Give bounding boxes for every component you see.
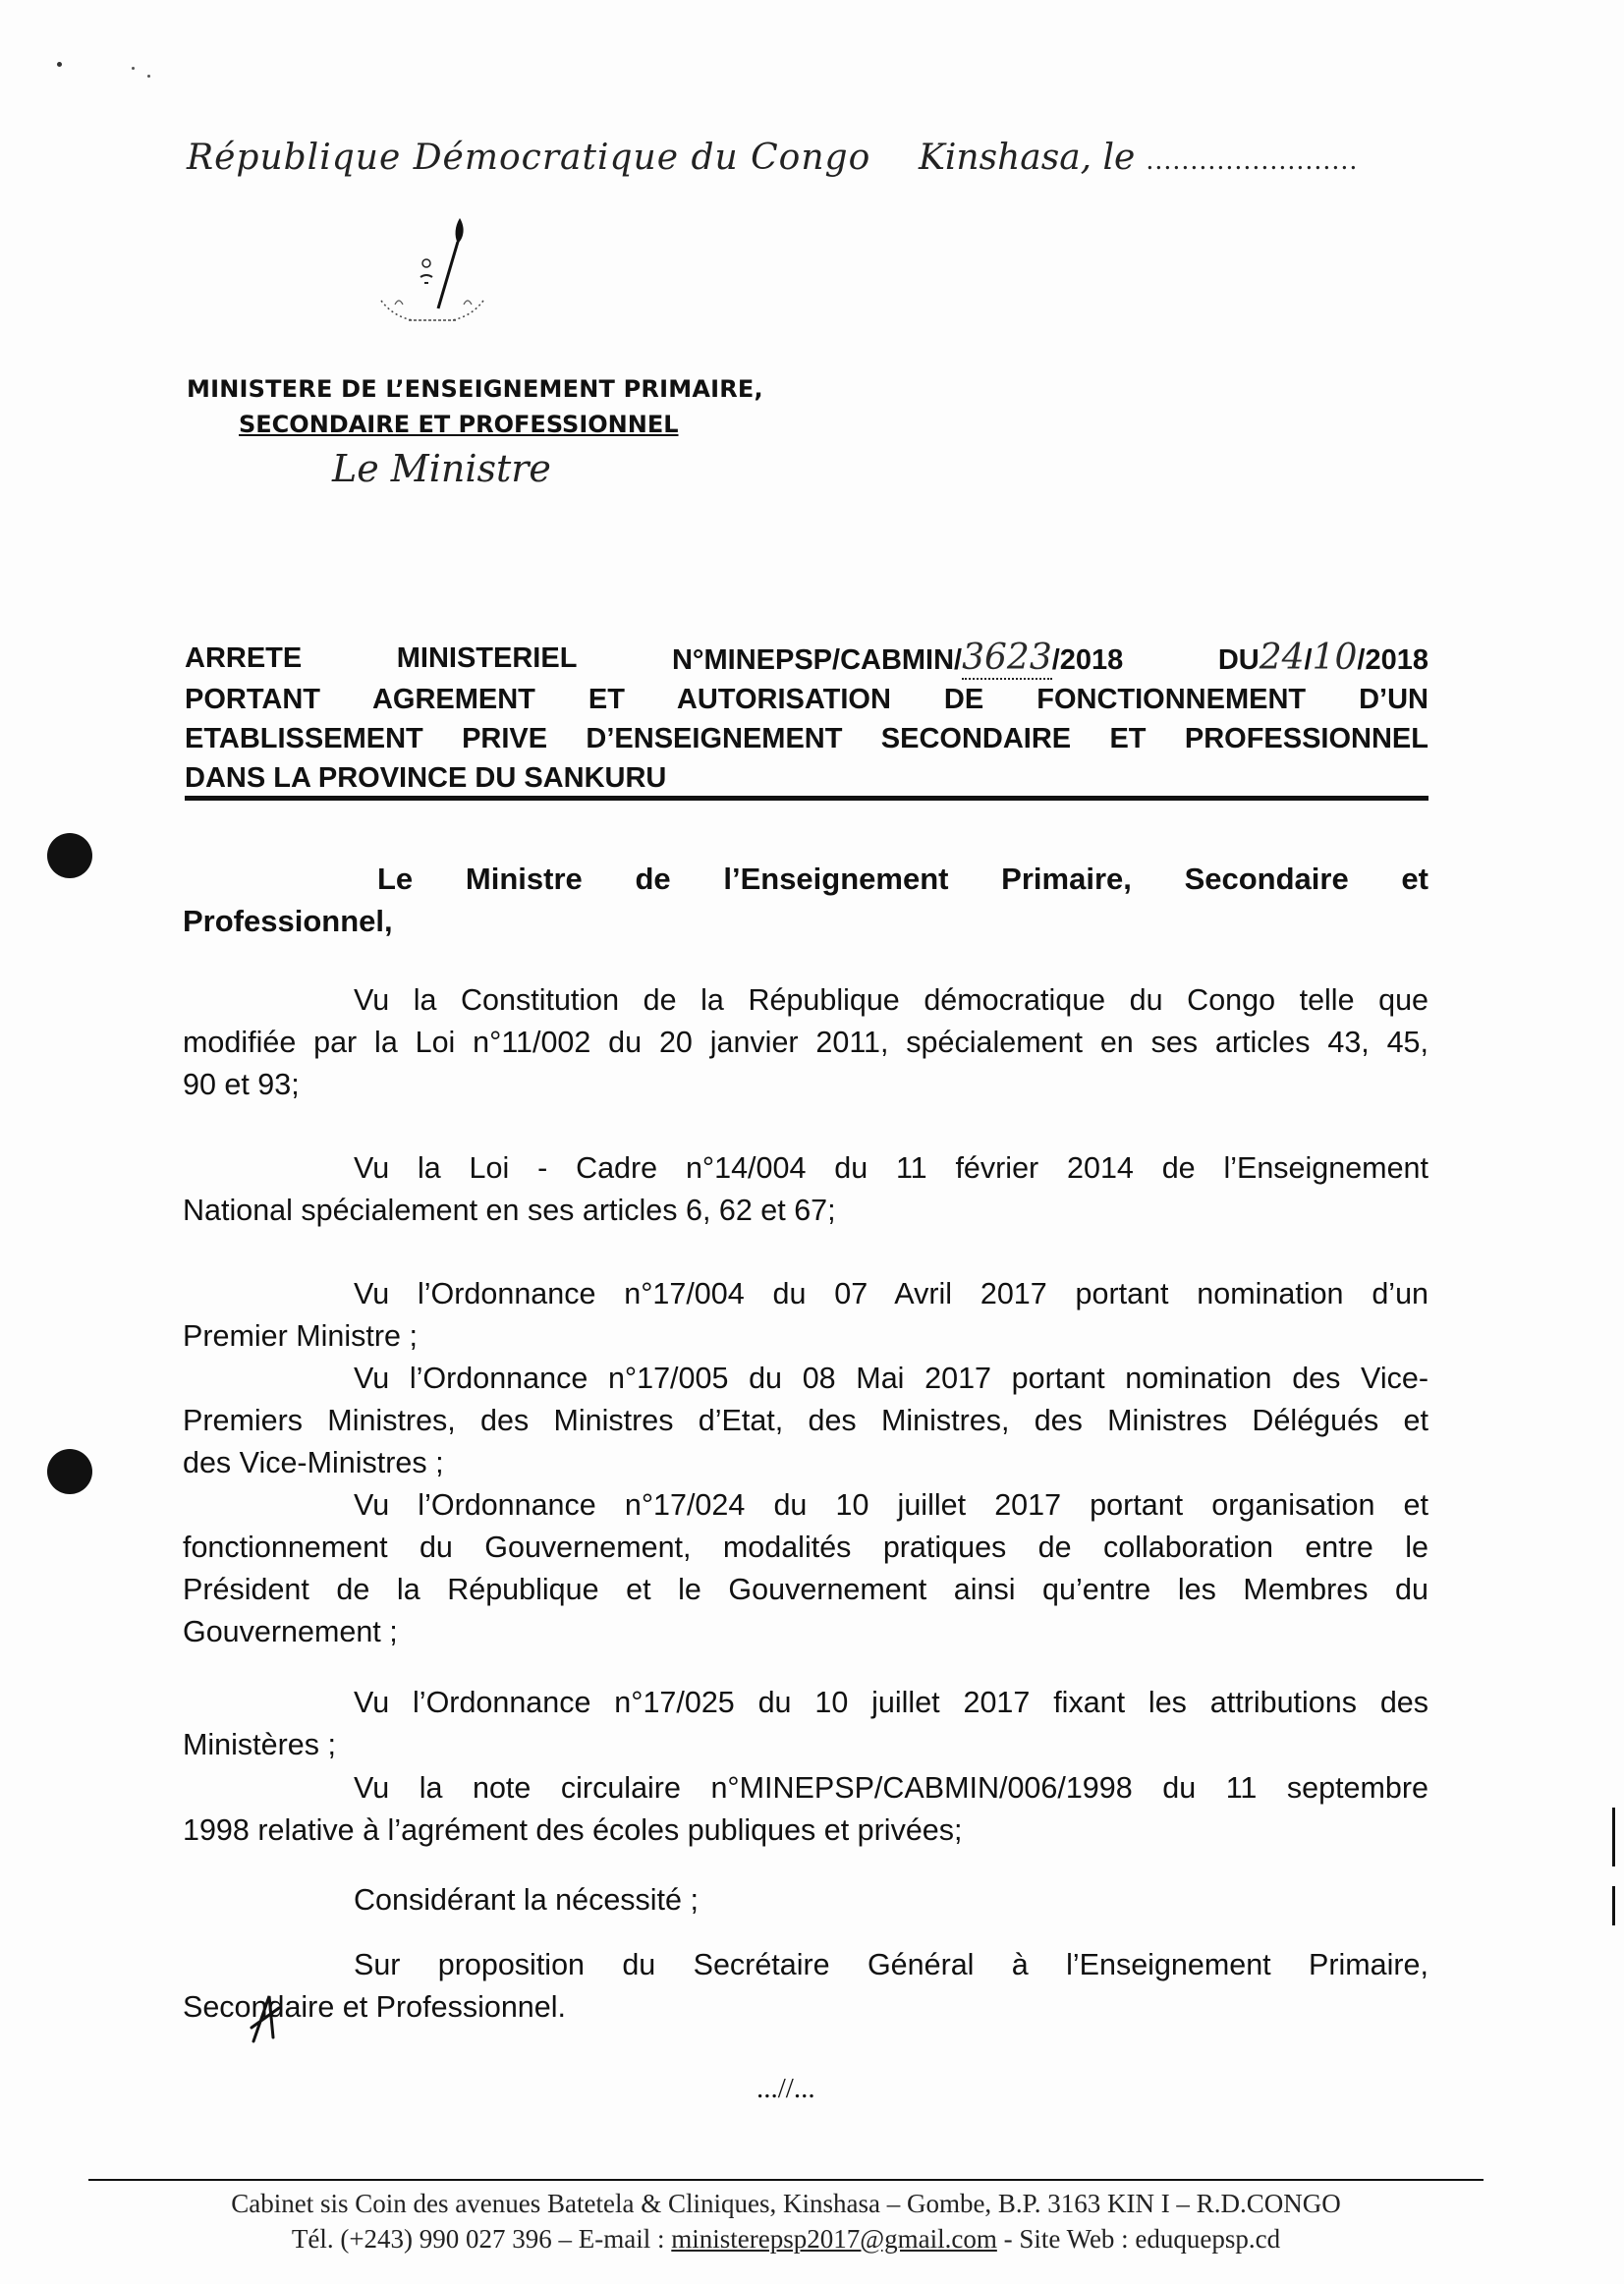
decree-reference <box>672 639 1123 680</box>
vu1-line3: 90 et 93; <box>183 1068 300 1101</box>
place-date-label: Kinshasa, le <box>919 138 1136 178</box>
decree-ref-year: /2018 <box>1051 644 1124 676</box>
vu2-line1: Vu la Loi - Cadre n°14/004 du 11 février 2014 de l’Enseignement <box>354 1151 1428 1185</box>
sur-line2: Secondaire et Professionnel. <box>183 1990 566 2024</box>
punch-hole-top <box>47 833 92 878</box>
decree-word-arrete: ARRETE <box>185 642 303 674</box>
vu-ordonnance-attributions <box>183 1682 1428 1766</box>
footer-contact <box>88 2224 1484 2255</box>
preamble-intro <box>183 858 1428 942</box>
scan-speck <box>147 75 150 78</box>
date-dots: ........................ <box>1146 145 1359 176</box>
scan-edge-line <box>1612 1808 1615 1866</box>
place-date <box>919 138 1359 178</box>
vu1-line2: modifiée par la Loi n°11/002 du 20 janvier 2011, spécialement en ses articles 43, 45, <box>183 1026 1428 1059</box>
vu2-line2: National spécialement en ses articles 6, 62 et 67; <box>183 1194 836 1227</box>
vu6-line1: Vu l’Ordonnance n°17/025 du 10 juillet 2017 fixant les attributions des <box>354 1686 1428 1719</box>
handwritten-initial-mark <box>246 1988 295 2047</box>
continuation-mark: ...//... <box>756 2073 815 2104</box>
vu-ordonnance-premier-ministre <box>183 1273 1428 1358</box>
vu7-line1: Vu la note circulaire n°MINEPSP/CABMIN/006/1998 du 11 septembre <box>354 1771 1428 1805</box>
minister-title: Le Ministre <box>332 447 551 490</box>
initial-scribble-icon <box>246 1988 295 2047</box>
vu5-line3: Président de la République et le Gouvernement ainsi qu’entre les Membres du <box>183 1573 1428 1606</box>
footer-address: Cabinet sis Coin des avenues Batetela & Cliniques, Kinshasa – Gombe, B.P. 3163 KIN I – R.D.CONGO <box>231 2189 1341 2218</box>
vu-loi-cadre <box>183 1147 1428 1232</box>
decree-title-line2: PORTANT AGREMENT ET AUTORISATION DE FONCTIONNEMENT D’UN <box>185 684 1428 715</box>
decree-title-line1 <box>185 639 1428 680</box>
decree-ref-number: 3623 <box>962 638 1052 678</box>
decree-du: DU <box>1217 644 1260 676</box>
decree-month: 10 <box>1312 638 1358 678</box>
intro-line2: Professionnel, <box>183 904 393 938</box>
vu3-line2: Premier Ministre ; <box>183 1319 418 1353</box>
decree-date: DU24/10/2018 <box>1217 638 1428 678</box>
title-underline-rule <box>185 796 1428 801</box>
scan-speck <box>57 62 62 67</box>
ministry-name-line1: MINISTERE DE L’ENSEIGNEMENT PRIMAIRE, <box>187 375 763 403</box>
vu-constitution <box>183 979 1428 1106</box>
vu-note-circulaire <box>183 1767 1428 1852</box>
footer-tel: Tél. (+243) 990 027 396 – E-mail : <box>291 2224 672 2254</box>
decree-title-line3: ETABLISSEMENT PRIVE D’ENSEIGNEMENT SECONDAIRE ET PROFESSIONNEL <box>185 723 1428 754</box>
decree-word-ministeriel: MINISTERIEL <box>396 642 578 674</box>
decree-year: /2018 <box>1357 644 1428 676</box>
decree-day: 24 <box>1259 638 1305 678</box>
decree-title-line4: DANS LA PROVINCE DU SANKURU <box>185 762 667 794</box>
republic-heading: République Démocratique du Congo <box>187 138 871 178</box>
ministry-name-line2: SECONDAIRE ET PROFESSIONNEL <box>239 411 679 438</box>
punch-hole-bottom <box>47 1449 92 1494</box>
footer-site: - Site Web : eduquepsp.cd <box>996 2224 1281 2254</box>
vu5-line1: Vu l’Ordonnance n°17/024 du 10 juillet 2017 portant organisation et <box>354 1488 1428 1522</box>
footer-email-link[interactable]: ministerepsp2017@gmail.com <box>671 2224 997 2254</box>
vu-ordonnance-ministres <box>183 1358 1428 1484</box>
vu4-line1: Vu l’Ordonnance n°17/005 du 08 Mai 2017 portant nomination des Vice- <box>354 1362 1428 1395</box>
decree-ref-prefix: N°MINEPSP/CABMIN/ <box>671 644 963 676</box>
considerant-line: Considérant la nécessité ; <box>354 1883 699 1917</box>
footer-rule <box>88 2179 1484 2181</box>
sur-line1: Sur proposition du Secrétaire Général à l’Enseignement Primaire, <box>354 1948 1428 1981</box>
coat-of-arms-emblem <box>373 214 491 330</box>
intro-line1: Le Ministre de l’Enseignement Primaire, Secondaire et <box>377 862 1428 896</box>
vu5-line4: Gouvernement ; <box>183 1615 398 1648</box>
vu6-line2: Ministères ; <box>183 1728 336 1761</box>
considerant <box>183 1879 1428 1922</box>
vu1-line1: Vu la Constitution de la République démocratique du Congo telle que <box>354 983 1428 1017</box>
vu4-line2: Premiers Ministres, des Ministres d’Etat, des Ministres, des Ministres Délégués et <box>183 1404 1428 1437</box>
scan-edge-line <box>1612 1886 1615 1925</box>
vu3-line1: Vu l’Ordonnance n°17/004 du 07 Avril 2017 portant nomination d’un <box>354 1277 1428 1310</box>
vu4-line3: des Vice-Ministres ; <box>183 1446 444 1479</box>
vu-ordonnance-gouvernement <box>183 1484 1428 1653</box>
decree-title <box>185 639 1428 798</box>
vu5-line2: fonctionnement du Gouvernement, modalités pratiques de collaboration entre le <box>183 1531 1428 1564</box>
coat-of-arms-icon <box>373 214 491 330</box>
scan-speck <box>132 67 135 70</box>
sur-proposition <box>183 1944 1428 2029</box>
vu7-line2: 1998 relative à l’agrément des écoles publiques et privées; <box>183 1813 963 1847</box>
